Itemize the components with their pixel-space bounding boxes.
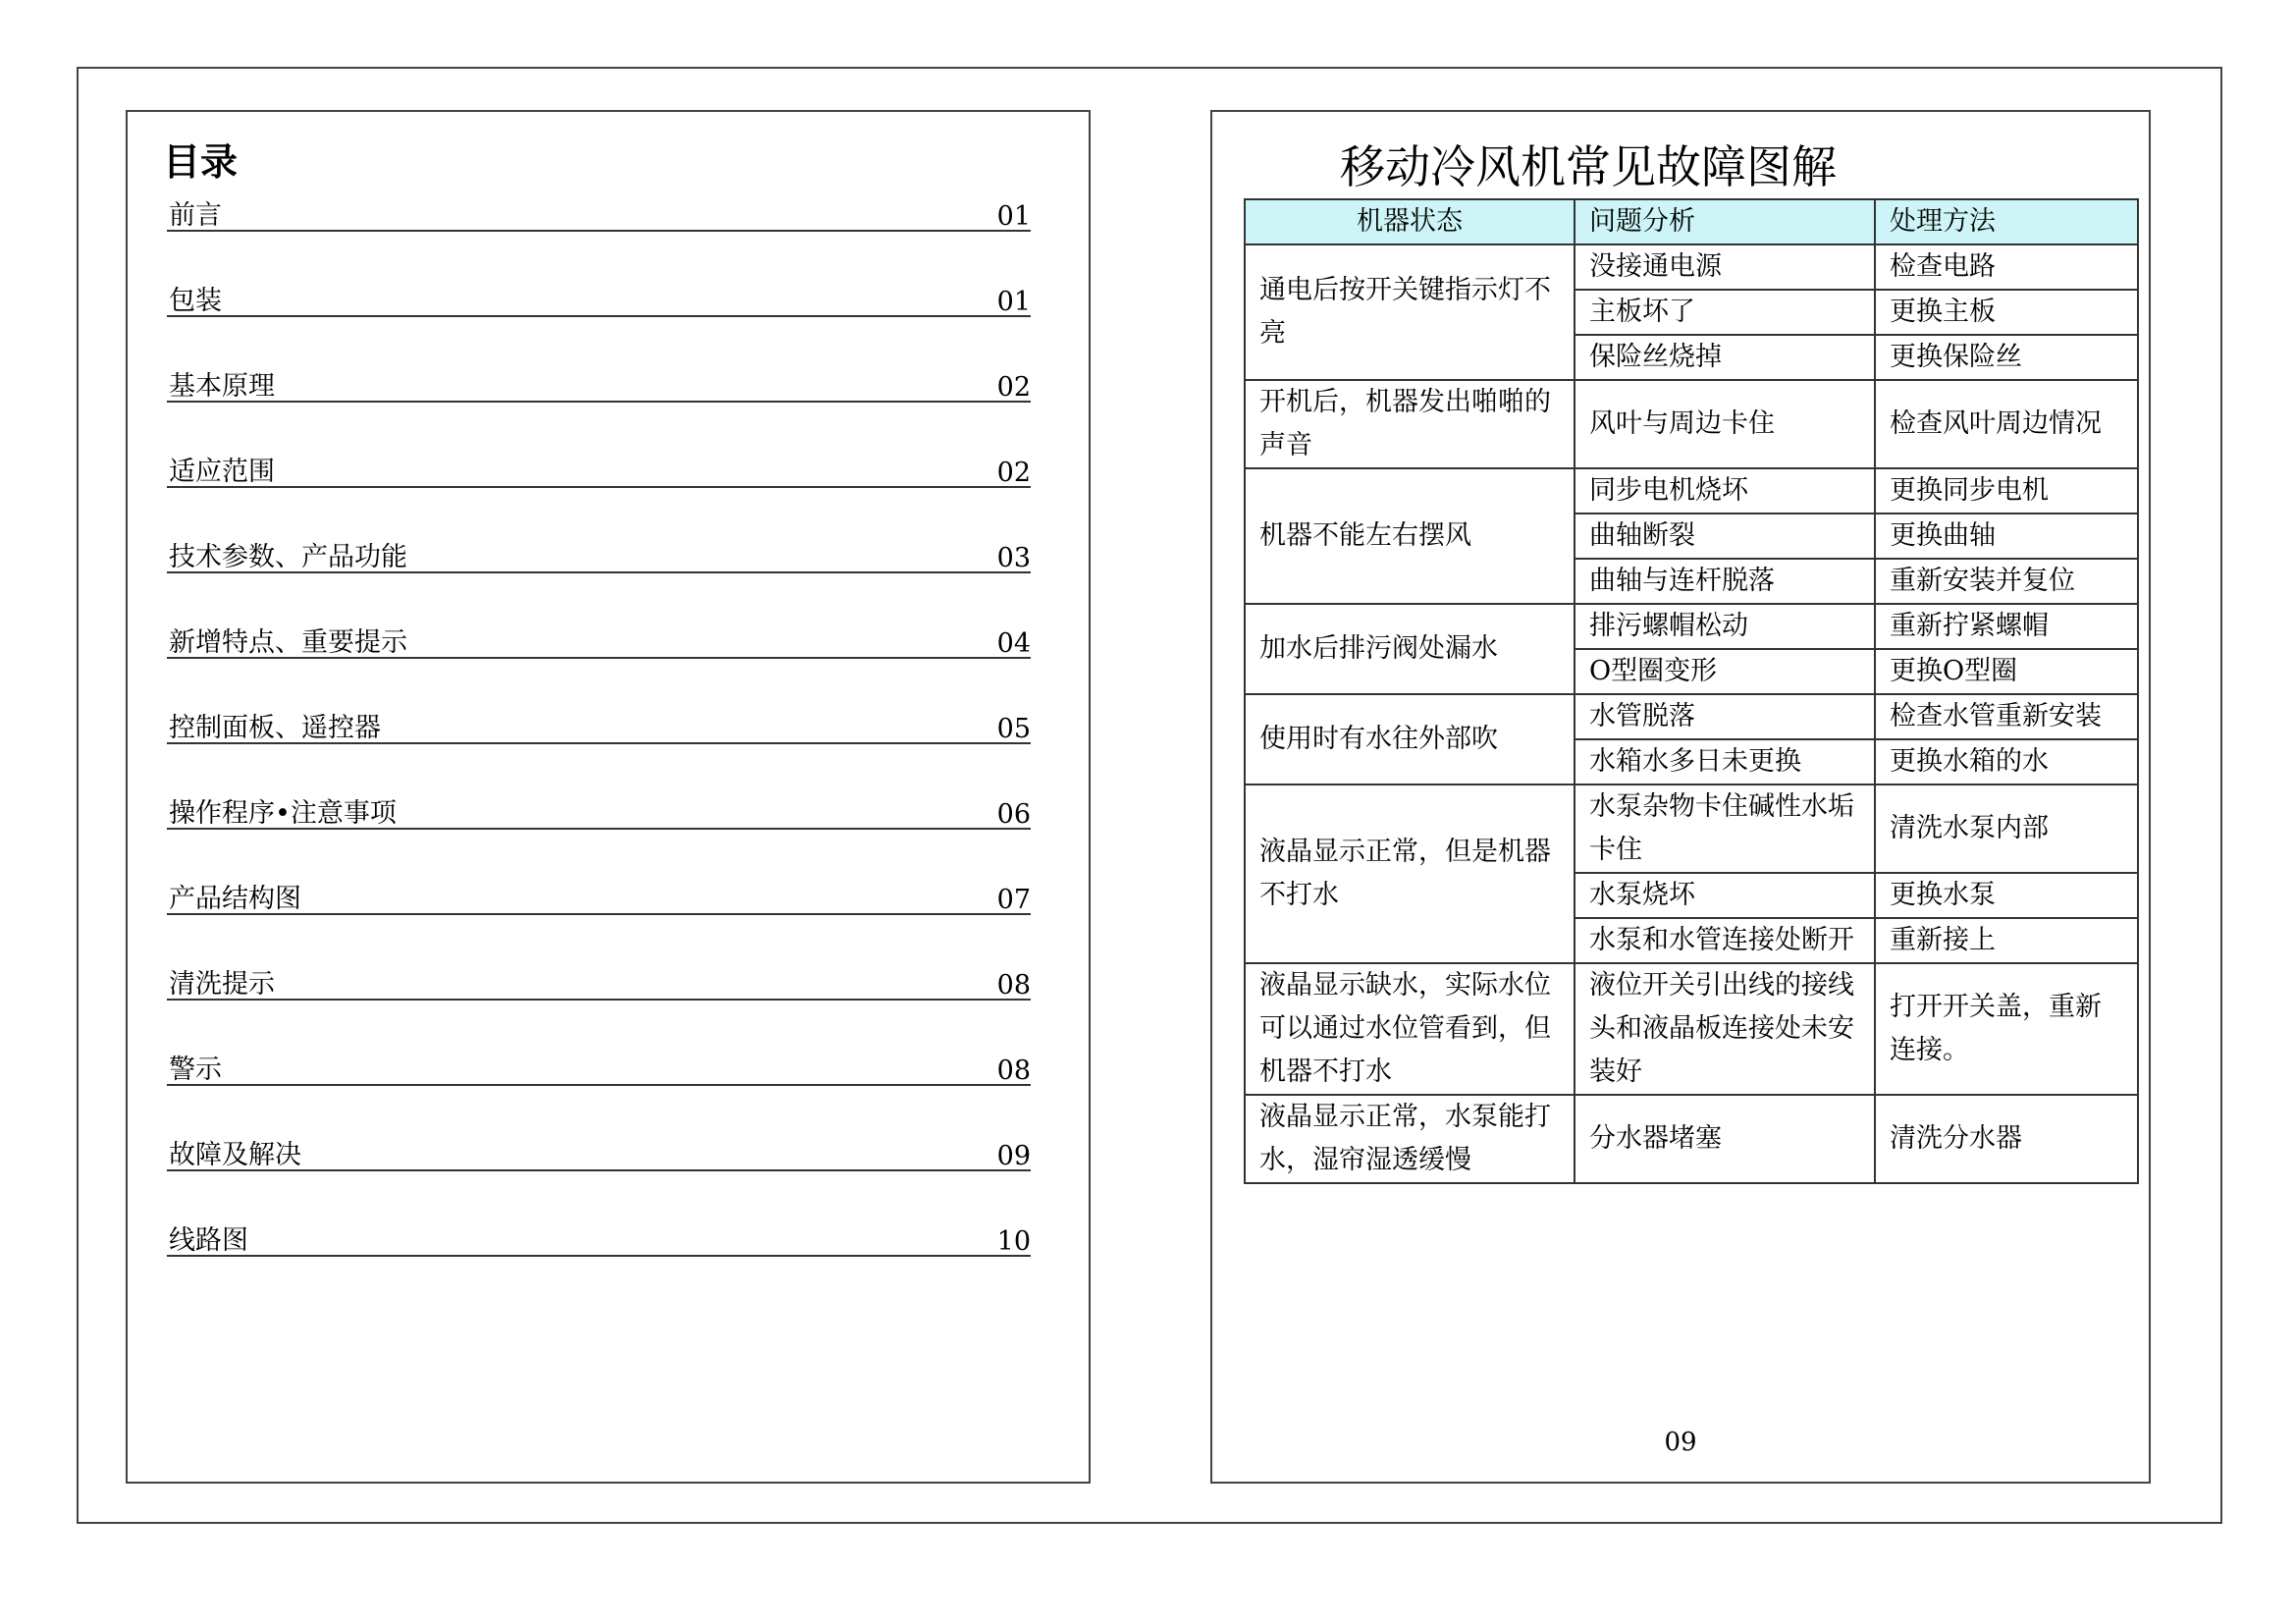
cell-analysis: 风叶与周边卡住 — [1575, 380, 1875, 468]
cell-analysis: 曲轴与连杆脱落 — [1575, 559, 1875, 604]
toc-entry-page: 05 — [996, 714, 1031, 744]
toc-entry — [167, 534, 1031, 573]
toc-entry — [167, 705, 1031, 744]
toc-entry-page: 01 — [996, 287, 1031, 317]
cell-status: 使用时有水往外部吹 — [1245, 694, 1575, 785]
cell-method: 重新安装并复位 — [1875, 559, 2138, 604]
fault-table — [1244, 198, 2139, 1184]
cell-method: 更换曲轴 — [1875, 514, 2138, 559]
cell-method: 重新拧紧螺帽 — [1875, 604, 2138, 649]
cell-method: 检查风叶周边情况 — [1875, 380, 2138, 468]
table-row — [1245, 1095, 2138, 1183]
toc-entry-page: 02 — [996, 458, 1031, 488]
table-row — [1245, 694, 2138, 739]
toc-entry — [167, 1047, 1031, 1086]
toc-entry — [167, 363, 1031, 403]
toc-title: 目录 — [163, 140, 239, 184]
cell-analysis: O型圈变形 — [1575, 649, 1875, 694]
fault-title: 移动冷风机常见故障图解 — [1340, 140, 1837, 193]
toc-entry — [167, 449, 1031, 488]
toc-entry-label: 清洗提示 — [169, 969, 275, 1000]
toc-entry-label: 包装 — [169, 286, 222, 316]
toc-entry — [167, 961, 1031, 1001]
cell-status: 机器不能左右摆风 — [1245, 468, 1575, 604]
toc-entry-label: 技术参数、产品功能 — [169, 542, 407, 572]
toc-entry — [167, 620, 1031, 659]
cell-status: 开机后，机器发出啪啪的声音 — [1245, 380, 1575, 468]
cell-analysis: 同步电机烧坏 — [1575, 468, 1875, 514]
cell-analysis: 水箱水多日未更换 — [1575, 739, 1875, 785]
cell-method: 检查水管重新安装 — [1875, 694, 2138, 739]
toc-entry-page: 09 — [996, 1141, 1031, 1171]
toc-entry-label: 新增特点、重要提示 — [169, 627, 407, 658]
toc-entry-label: 故障及解决 — [169, 1140, 301, 1170]
header-analysis: 问题分析 — [1575, 199, 1875, 244]
cell-analysis: 没接通电源 — [1575, 244, 1875, 290]
toc-entry-page: 07 — [996, 885, 1031, 915]
cell-method: 更换同步电机 — [1875, 468, 2138, 514]
toc-entry-page: 02 — [996, 372, 1031, 403]
cell-method: 重新接上 — [1875, 918, 2138, 963]
toc-entry-page: 01 — [996, 201, 1031, 232]
cell-method: 更换保险丝 — [1875, 335, 2138, 380]
toc-entry-page: 08 — [996, 1056, 1031, 1086]
toc-entry-label: 基本原理 — [169, 371, 275, 402]
toc-entry-page: 10 — [996, 1226, 1031, 1257]
toc-entry-page: 08 — [996, 970, 1031, 1001]
header-method: 处理方法 — [1875, 199, 2138, 244]
cell-method: 清洗分水器 — [1875, 1095, 2138, 1183]
cell-analysis: 液位开关引出线的接线头和液晶板连接处未安装好 — [1575, 963, 1875, 1095]
cell-status: 液晶显示正常，但是机器不打水 — [1245, 785, 1575, 963]
cell-analysis: 水管脱落 — [1575, 694, 1875, 739]
cell-status: 液晶显示正常，水泵能打水，湿帘湿透缓慢 — [1245, 1095, 1575, 1183]
fault-table-body — [1245, 244, 2138, 1183]
cell-method: 更换主板 — [1875, 290, 2138, 335]
cell-analysis: 主板坏了 — [1575, 290, 1875, 335]
toc-entry-label: 适应范围 — [169, 457, 275, 487]
cell-method: 打开开关盖，重新连接。 — [1875, 963, 2138, 1095]
cell-method: 更换O型圈 — [1875, 649, 2138, 694]
cell-analysis: 水泵和水管连接处断开 — [1575, 918, 1875, 963]
page-number: 09 — [1664, 1428, 1697, 1457]
toc-entry-page: 03 — [996, 543, 1031, 573]
toc-entry-page: 04 — [996, 628, 1031, 659]
toc-entry — [167, 192, 1031, 232]
toc-entry-label: 警示 — [169, 1055, 222, 1085]
toc-entry — [167, 1218, 1031, 1257]
cell-analysis: 分水器堵塞 — [1575, 1095, 1875, 1183]
table-row — [1245, 963, 2138, 1095]
cell-method: 检查电路 — [1875, 244, 2138, 290]
table-row — [1245, 468, 2138, 514]
cell-method: 清洗水泵内部 — [1875, 785, 2138, 873]
toc-entry-label: 操作程序•注意事项 — [169, 798, 397, 829]
cell-analysis: 水泵杂物卡住碱性水垢卡住 — [1575, 785, 1875, 873]
toc-entry-label: 前言 — [169, 200, 222, 231]
toc-entry — [167, 278, 1031, 317]
toc-page — [126, 110, 1091, 1484]
cell-status: 液晶显示缺水，实际水位可以通过水位管看到，但机器不打水 — [1245, 963, 1575, 1095]
toc-entry-label: 线路图 — [169, 1225, 248, 1256]
toc-entry-page: 06 — [996, 799, 1031, 830]
cell-analysis: 排污螺帽松动 — [1575, 604, 1875, 649]
table-header-row — [1245, 199, 2138, 244]
cell-status: 加水后排污阀处漏水 — [1245, 604, 1575, 694]
cell-analysis: 曲轴断裂 — [1575, 514, 1875, 559]
cell-status: 通电后按开关键指示灯不亮 — [1245, 244, 1575, 380]
cell-analysis: 水泵烧坏 — [1575, 873, 1875, 918]
toc-entry-label: 控制面板、遥控器 — [169, 713, 381, 743]
cell-method: 更换水泵 — [1875, 873, 2138, 918]
toc-entry — [167, 876, 1031, 915]
toc-entry — [167, 790, 1031, 830]
toc-entry-label: 产品结构图 — [169, 884, 301, 914]
table-row — [1245, 785, 2138, 873]
fault-page — [1210, 110, 2151, 1484]
table-row — [1245, 244, 2138, 290]
cell-analysis: 保险丝烧掉 — [1575, 335, 1875, 380]
table-row — [1245, 604, 2138, 649]
table-row — [1245, 380, 2138, 468]
header-status: 机器状态 — [1245, 199, 1575, 244]
cell-method: 更换水箱的水 — [1875, 739, 2138, 785]
toc-entry — [167, 1132, 1031, 1171]
